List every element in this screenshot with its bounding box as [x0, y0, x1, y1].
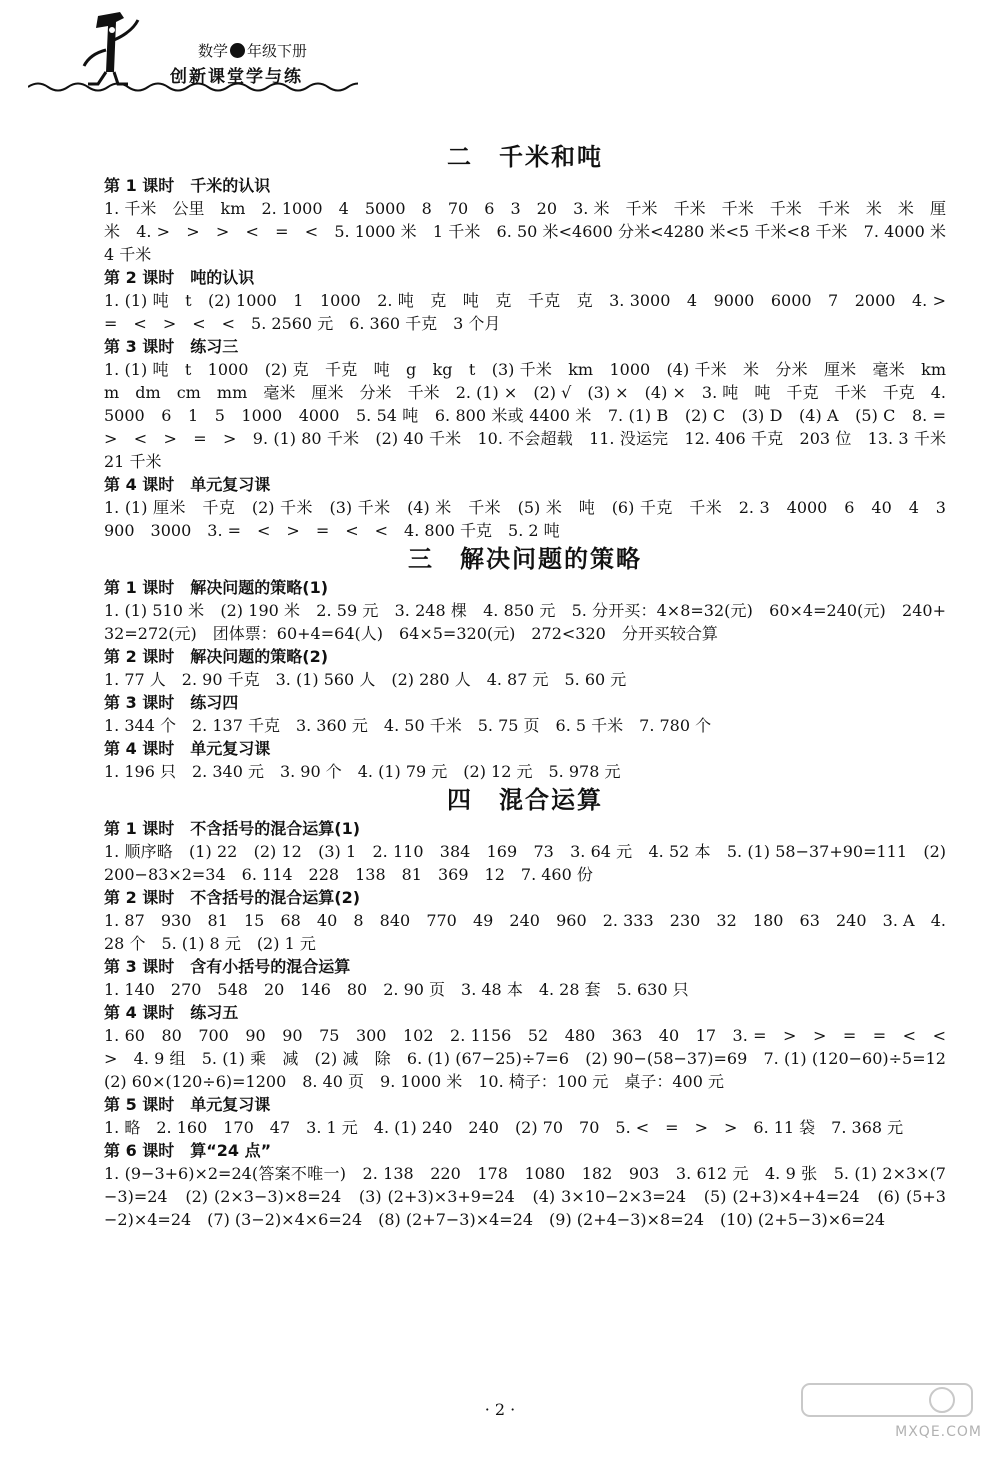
lesson-title: 第 4 课时 练习五: [104, 1003, 239, 1022]
lesson-answers: 1. 60 80 700 90 90 75 300 102 2. 1156 52 480 363 40 17 3. = > > = = < < > 4. 9 组 5. (1) 乘 减 (2) 减 除 6. (1) (67−25)÷7=6 (2) 90−(58−37)=69 7. (1) (120−60)÷5=12 (2) 60×(120÷6)=1200 8. 40 页 9. 1000 米 10. 椅子：100 元 桌子：400 元: [104, 1026, 963, 1091]
lesson-title: 第 1 课时 不含括号的混合运算(1): [104, 819, 361, 838]
unit-title: 四 混合运算: [447, 785, 603, 814]
lesson-title: 第 3 课时 含有小括号的混合运算: [104, 957, 351, 976]
lesson-title: 第 3 课时 练习三: [104, 337, 239, 356]
page-number: · 2 ·: [484, 1400, 516, 1419]
unit-title: 三 解决问题的策略: [408, 544, 642, 573]
lesson-answers: 1. 略 2. 160 170 47 3. 1 元 4. (1) 240 240 (2) 70 70 5. < = > > 6. 11 袋 7. 368 元: [104, 1118, 904, 1137]
lesson-answers: 1. 87 930 81 15 68 40 8 840 770 49 240 960 2. 333 230 32 180 63 240 3. A 4. 28 个 5. (1) 8 元 (2) 1 元: [104, 911, 952, 953]
page-header: [28, 10, 358, 90]
watermark-text: MXQE.COM: [895, 1424, 982, 1440]
lesson-title: 第 2 课时 不含括号的混合运算(2): [104, 888, 361, 907]
lesson-title: 第 4 课时 单元复习课: [104, 475, 271, 494]
wave-divider-icon: [28, 80, 358, 94]
lesson-title: 第 5 课时 单元复习课: [104, 1095, 271, 1114]
watermark: [792, 1380, 982, 1440]
watermark-seal-icon: [792, 1380, 982, 1420]
lesson-answers: 1. 77 人 2. 90 千克 3. (1) 560 人 (2) 280 人 4. 87 元 5. 60 元: [104, 670, 627, 689]
lesson-answers: 1. (1) 吨 t (2) 1000 1 1000 2. 吨 克 吨 克 千克 克 3. 3000 4 9000 6000 7 2000 4. > = < > < < 5. 2560 元 6. 360 千克 3 个月: [104, 291, 963, 333]
lesson-answers: 1. (1) 厘米 千克 (2) 千米 (3) 千米 (4) 米 千米 (5) 米 吨 (6) 千克 千米 2. 3 4000 6 40 4 3 900 3000 3. = < > = < < 4. 800 千克 5. 2 吨: [104, 498, 963, 540]
subject-grade-label: [198, 40, 307, 61]
lesson-title: 第 6 课时 算“24 点”: [104, 1141, 272, 1160]
lesson-answers: 1. 140 270 548 20 146 80 2. 90 页 3. 48 本 4. 28 套 5. 630 只: [104, 980, 689, 999]
subject-suffix: 年级下册: [247, 42, 308, 60]
lesson-answers: 1. 344 个 2. 137 千克 3. 360 元 4. 50 千米 5. 75 页 6. 5 千米 7. 780 个: [104, 716, 712, 735]
lesson-title: 第 1 课时 解决问题的策略(1): [104, 578, 329, 597]
answer-content: [104, 140, 963, 1231]
unit-title: 二 千米和吨: [447, 142, 603, 171]
grade-circle-icon: [230, 43, 245, 58]
lesson-answers: 1. (9−3+6)×2=24(答案不唯一) 2. 138 220 178 1080 182 903 3. 612 元 4. 9 张 5. (1) 2×3×(7−3)=24 (2) (2×3−3)×8=24 (3) (2+3)×3+9=24 (4) 3×10−2×3=24 (5) (2+3)×4+4=24 (6) (5+3−2)×4=24 (7) (3−2)×4×6=24 (8) (2+7−3)×4=24 (9) (2+4−3)×8=24 (10) (2+5−3)×6=24: [104, 1164, 946, 1229]
mascot-number-one-logo: [58, 10, 158, 90]
lesson-title: 第 3 课时 练习四: [104, 693, 239, 712]
series-title: 创新课堂学与练: [170, 67, 303, 87]
lesson-title: 第 2 课时 解决问题的策略(2): [104, 647, 329, 666]
lesson-answers: 1. 196 只 2. 340 元 3. 90 个 4. (1) 79 元 (2) 12 元 5. 978 元: [104, 762, 621, 781]
lesson-answers: 1. (1) 510 米 (2) 190 米 2. 59 元 3. 248 棵 4. 850 元 5. 分开买：4×8=32(元) 60×4=240(元) 240+32=272(元) 团体票：60+4=64(人) 64×5=320(元) 272<320 分开买较合算: [104, 601, 946, 643]
lesson-answers: 1. 顺序略 (1) 22 (2) 12 (3) 1 2. 110 384 169 73 3. 64 元 4. 52 本 5. (1) 58−37+90=111 (2) 200−83×2=34 6. 114 228 138 81 369 12 7. 460 份: [104, 842, 952, 884]
subject-prefix: 数学: [198, 42, 229, 60]
lesson-answers: 1. (1) 吨 t 1000 (2) 克 千克 吨 g kg t (3) 千米 km 1000 (4) 千米 米 分米 厘米 毫米 km m dm cm mm 毫米 厘米 分米 千米 2. (1) × (2) √ (3) × (4) × 3. 吨 吨 千克 千米 千克 4. 5000 6 1 5 1000 4000 5. 54 吨 6. 800 米或 4400 米 7. (1) B (2) C (3) D (4) A (5) C 8. = > < > = > 9. (1) 80 千米 (2) 40 千米 10. 不会超载 11. 没运完 12. 406 千克 203 位 13. 3 千米 21 千米: [104, 360, 963, 471]
lesson-answers: 1. 千米 公里 km 2. 1000 4 5000 8 70 6 3 20 3. 米 千米 千米 千米 千米 千米 米 米 厘米 4. > > > < = < 5. 1000 米 1 千米 6. 50 米<4600 分米<4280 米<5 千米<8 千米 7. 4000 米 4 千米: [104, 199, 963, 264]
lesson-title: 第 1 课时 千米的认识: [104, 176, 271, 195]
lesson-title: 第 4 课时 单元复习课: [104, 739, 271, 758]
lesson-title: 第 2 课时 吨的认识: [104, 268, 255, 287]
